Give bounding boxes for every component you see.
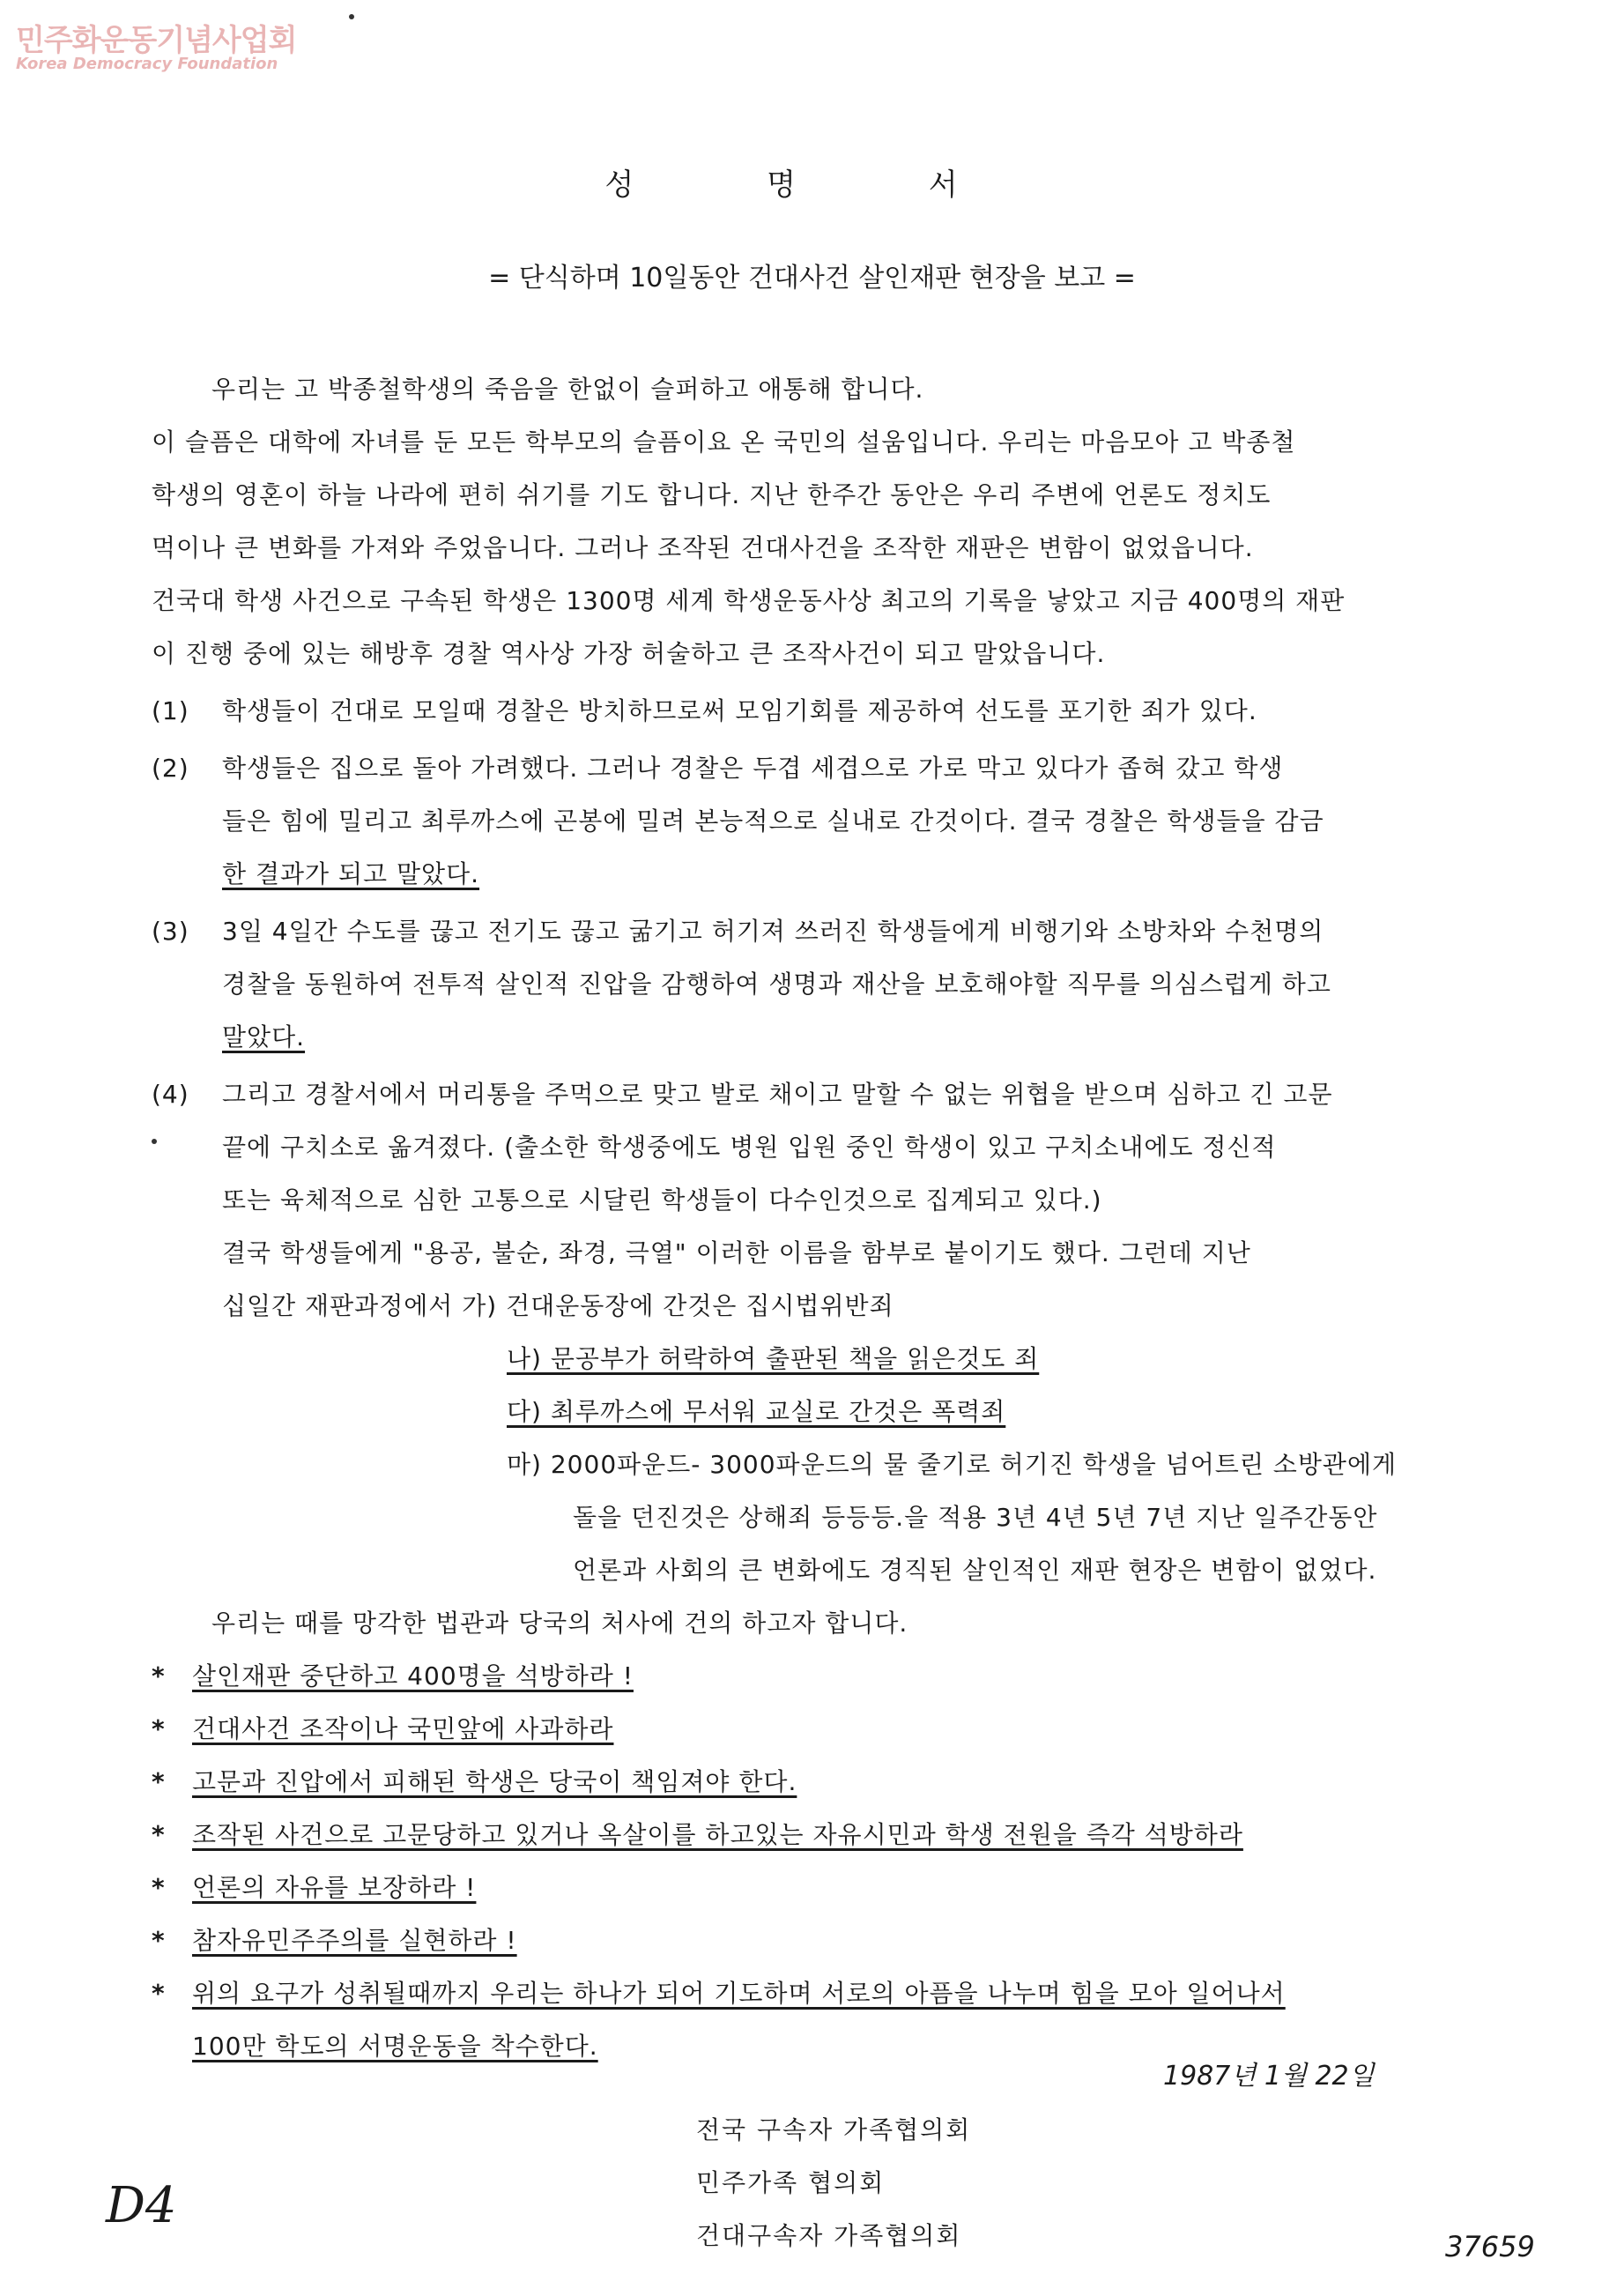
document-title: 성 명 서 — [604, 167, 1020, 203]
watermark-korean: 민주화운동기념사업회 — [16, 23, 297, 58]
signatory: 건대구속자 가족협의회 — [696, 2221, 962, 2250]
sub-item: 마) 2000파운드- 3000파운드의 물 줄기로 허기진 학생을 넘어트린 소방관에게 — [507, 1450, 1398, 1479]
demand-text: 조작된 사건으로 고문당하고 있거나 옥살이를 하고있는 자유시민과 학생 전원을 즉각 석방하라 — [192, 1820, 1243, 1849]
document-subtitle: = 단식하며 10일동안 건대사건 살인재판 현장을 보고 = — [488, 263, 1136, 294]
scan-speck — [349, 14, 354, 19]
paragraph-line: 이 슬픔은 대학에 자녀를 둔 모든 학부모의 슬픔이요 온 국민의 설움입니다. 우리는 마음모아 고 박종철 — [152, 427, 1296, 457]
list-item — [152, 1075, 1333, 1111]
asterisk-icon: * — [152, 1926, 166, 1955]
demand-text: 고문과 진압에서 피해된 학생은 당국이 책임져야 한다. — [192, 1767, 797, 1796]
demand-text: 건대사건 조작이나 국민앞에 사과하라 — [192, 1714, 614, 1743]
item-text: 십일간 재판과정에서 가) 건대운동장에 간것은 집시법위반죄 — [222, 1291, 894, 1320]
item-text: 들은 힘에 밀리고 최루까스에 곤봉에 밀려 본능적으로 실내로 간것이다. 결국 경찰은 학생들을 감금 — [222, 806, 1324, 836]
demand-item — [152, 1974, 1286, 2010]
sub-item: 다) 최루까스에 무서워 교실로 간것은 폭력죄 — [507, 1397, 1006, 1426]
item-text: 경찰을 동원하여 전투적 살인적 진압을 감행하여 생명과 재산을 보호해야할 직무를 의심스럽게 하고 — [222, 970, 1331, 999]
paragraph-line: 우리는 고 박종철학생의 죽음을 한없이 슬퍼하고 애통해 합니다. — [211, 375, 924, 404]
asterisk-icon: * — [152, 1979, 166, 2008]
item-text: 학생들은 집으로 돌아 가려했다. 그러나 경찰은 두겹 세겹으로 가로 막고 있다가 좁혀 갔고 학생 — [222, 754, 1284, 783]
item-text: 끝에 구치소로 옮겨졌다. (출소한 학생중에도 병원 입원 중인 학생이 있고 구치소내에도 정신적 — [222, 1133, 1277, 1162]
item-number: (2) — [152, 754, 189, 783]
asterisk-icon: * — [152, 1661, 166, 1691]
demand-continuation: 100만 학도의 서명운동을 착수한다. — [192, 2032, 598, 2061]
sub-item: 나) 문공부가 허락하여 출판된 책을 읽은것도 죄 — [507, 1344, 1040, 1373]
signatory: 민주가족 협의회 — [696, 2168, 886, 2197]
demand-item — [152, 1921, 517, 1957]
paragraph-line: 학생의 영혼이 하늘 나라에 편히 쉬기를 기도 합니다. 지난 한주간 동안은 우리 주변에 언론도 정치도 — [152, 480, 1272, 509]
asterisk-icon: * — [152, 1873, 166, 1902]
asterisk-icon: * — [152, 1714, 166, 1743]
demand-text: 참자유민주주의를 실현하라 ! — [192, 1926, 517, 1955]
item-text: 3일 4일간 수도를 끊고 전기도 끊고 굶기고 허기져 쓰러진 학생들에게 비행기와 소방차와 수천명의 — [222, 917, 1324, 946]
paragraph-line: 이 진행 중에 있는 해방후 경찰 역사상 가장 허술하고 큰 조작사건이 되고 말았읍니다. — [152, 639, 1106, 668]
signatory: 전국 구속자 가족협의회 — [696, 2115, 972, 2144]
list-item — [152, 912, 1324, 948]
sub-item: 돌을 던진것은 상해죄 등등등.을 적용 3년 4년 5년 7년 지난 일주간동안 — [573, 1503, 1378, 1532]
watermark-english: Korea Democracy Foundation — [16, 55, 278, 73]
demand-item — [152, 1657, 634, 1692]
demand-item — [152, 1869, 476, 1904]
asterisk-icon: * — [152, 1767, 166, 1796]
demand-text: 살인재판 중단하고 400명을 석방하라 ! — [192, 1661, 634, 1691]
asterisk-icon: * — [152, 1820, 166, 1849]
paragraph-line: 먹이나 큰 변화를 가져와 주었읍니다. 그러나 조작된 건대사건을 조작한 재판은 변함이 없었읍니다. — [152, 533, 1254, 562]
closing-line: 우리는 때를 망각한 법관과 당국의 처사에 건의 하고자 합니다. — [211, 1609, 908, 1638]
sub-item: 언론과 사회의 큰 변화에도 경직된 살인적인 재판 현장은 변함이 없었다. — [573, 1556, 1377, 1585]
demand-item — [152, 1816, 1243, 1851]
item-number: (1) — [152, 696, 189, 725]
document-date: 1987년 1월 22일 — [1163, 2061, 1375, 2092]
demand-text: 위의 요구가 성취될때까지 우리는 하나가 되어 기도하며 서로의 아픔을 나누며 힘을 모아 일어나서 — [192, 1979, 1286, 2008]
scan-speck — [152, 1139, 157, 1144]
item-text: 결국 학생들에게 "용공, 불순, 좌경, 극열" 이러한 이름을 함부로 붙이기도 했다. 그런데 지난 — [222, 1238, 1251, 1267]
list-item — [152, 749, 1283, 784]
handwritten-mark: D4 — [106, 2177, 177, 2234]
list-item — [152, 692, 1257, 727]
item-text: 한 결과가 되고 말았다. — [222, 859, 480, 888]
item-number: (4) — [152, 1080, 189, 1109]
demand-item — [152, 1763, 797, 1798]
item-text: 또는 육체적으로 심한 고통으로 시달린 학생들이 다수인것으로 집계되고 있다.) — [222, 1185, 1102, 1215]
demand-item — [152, 1710, 613, 1745]
document-number: 37659 — [1445, 2230, 1535, 2263]
item-text: 그리고 경찰서에서 머리통을 주먹으로 맞고 발로 채이고 말할 수 없는 위협을 받으며 심하고 긴 고문 — [222, 1080, 1333, 1109]
item-text: 학생들이 건대로 모일때 경찰은 방치하므로써 모임기회를 제공하여 선도를 포기한 죄가 있다. — [222, 696, 1257, 725]
item-text: 말았다. — [222, 1022, 306, 1052]
item-number: (3) — [152, 917, 189, 946]
demand-text: 언론의 자유를 보장하라 ! — [192, 1873, 477, 1902]
paragraph-line: 건국대 학생 사건으로 구속된 학생은 1300명 세계 학생운동사상 최고의 기록을 낳았고 지금 400명의 재판 — [152, 586, 1346, 615]
